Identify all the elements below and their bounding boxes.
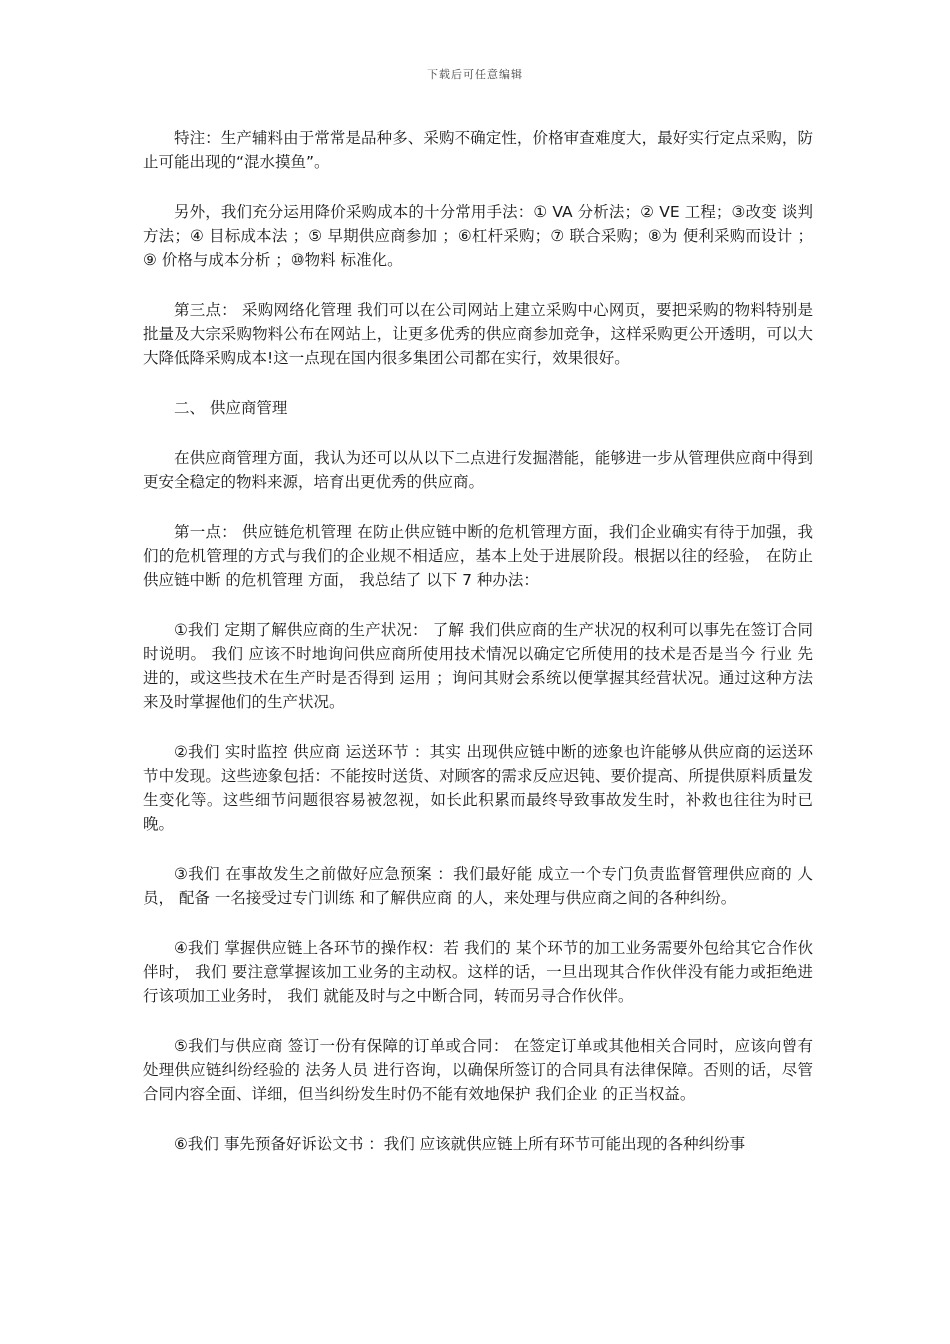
paragraph-special-note: 特注：生产辅料由于常常是品种多、采购不确定性，价格审查难度大，最好实行定点采购，防止可能出现的“混水摸鱼”。 xyxy=(143,129,813,171)
section-heading-supplier-management: 二、 供应商管理 xyxy=(174,399,288,417)
paragraph-method-5: ⑤我们与供应商 签订一份有保障的订单或合同： 在签定订单或其他相关合同时，应该向曾有处理供应链纠纷经验的 法务人员 进行咨询，以确保所签订的合同具有法律保障。否则的话，尽管合同内容全面、详细，但当纠纷发生时仍不能有效地保护 我们企业 的正当权益。 xyxy=(143,1037,813,1103)
paragraph-method-4: ④我们 掌握供应链上各环节的操作权：若 我们的 某个环节的加工业务需要外包给其它合作伙伴时， 我们 要注意掌握该加工业务的主动权。这样的话，一旦出现其合作伙伴没有能力或拒绝进行该项加工业务时， 我们 就能及时与之中断合同，转而另寻合作伙伴。 xyxy=(143,939,813,1005)
paragraph-third-point: 第三点： 采购网络化管理 我们可以在公司网站上建立采购中心网页，要把采购的物料特别是批量及大宗采购物料公布在网站上，让更多优秀的供应商参加竞争，这样采购更公开透明，可以大大降低降采购成本!这一点现在国内很多集团公司都在实行，效果很好。 xyxy=(143,301,813,367)
document-body xyxy=(143,126,813,1156)
paragraph-method-1: ①我们 定期了解供应商的生产状况： 了解 我们供应商的生产状况的权利可以事先在签订合同时说明。 我们 应该不时地询问供应商所使用技术情况以确定它所使用的技术是否是当今 行业 先进的，或这些技术在生产时是否得到 运用 ；询问其财会系统以便掌握其经营状况。通过这种方法来及时掌握他们的生产状况。 xyxy=(143,621,813,711)
paragraph-cost-methods: 另外，我们充分运用降价采购成本的十分常用手法：① VA 分析法；② VE 工程；③改变 谈判 方法；④ 目标成本法 ；⑤ 早期供应商参加 ；⑥杠杆采购；⑦ 联合采购；⑧为 便利采购而设计 ；⑨ 价格与成本分析 ；⑩物料 标准化。 xyxy=(143,203,813,269)
page-header: 下载后可任意编辑 xyxy=(427,68,523,81)
paragraph-supplier-intro: 在供应商管理方面，我认为还可以从以下二点进行发掘潜能，能够进一步从管理供应商中得到更安全稳定的物料来源，培育出更优秀的供应商。 xyxy=(143,449,813,491)
paragraph-method-6: ⑥我们 事先预备好诉讼文书 ：我们 应该就供应链上所有环节可能出现的各种纠纷事 xyxy=(174,1135,746,1153)
paragraph-method-3: ③我们 在事故发生之前做好应急预案 ：我们最好能 成立一个专门负责监督管理供应商的 人员， 配备 一名接受过专门训练 和了解供应商 的人，来处理与供应商之间的各种纠纷。 xyxy=(143,865,813,907)
paragraph-method-2: ②我们 实时监控 供应商 运送环节 ：其实 出现供应链中断的迹象也许能够从供应商的运送环节中发现。这些迹象包括：不能按时送货、对顾客的需求反应迟钝、要价提高、所提供原料质量发生变化等。这些细节问题很容易被忽视，如长此积累而最终导致事故发生时，补救也往往为时已晚。 xyxy=(143,743,813,833)
paragraph-first-point: 第一点： 供应链危机管理 在防止供应链中断的危机管理方面，我们企业确实有待于加强，我们的危机管理的方式与我们的企业规不相适应，基本上处于进展阶段。根据以往的经验， 在防止供应链中断 的危机管理 方面， 我总结了 以下 7 种办法： xyxy=(143,523,813,589)
